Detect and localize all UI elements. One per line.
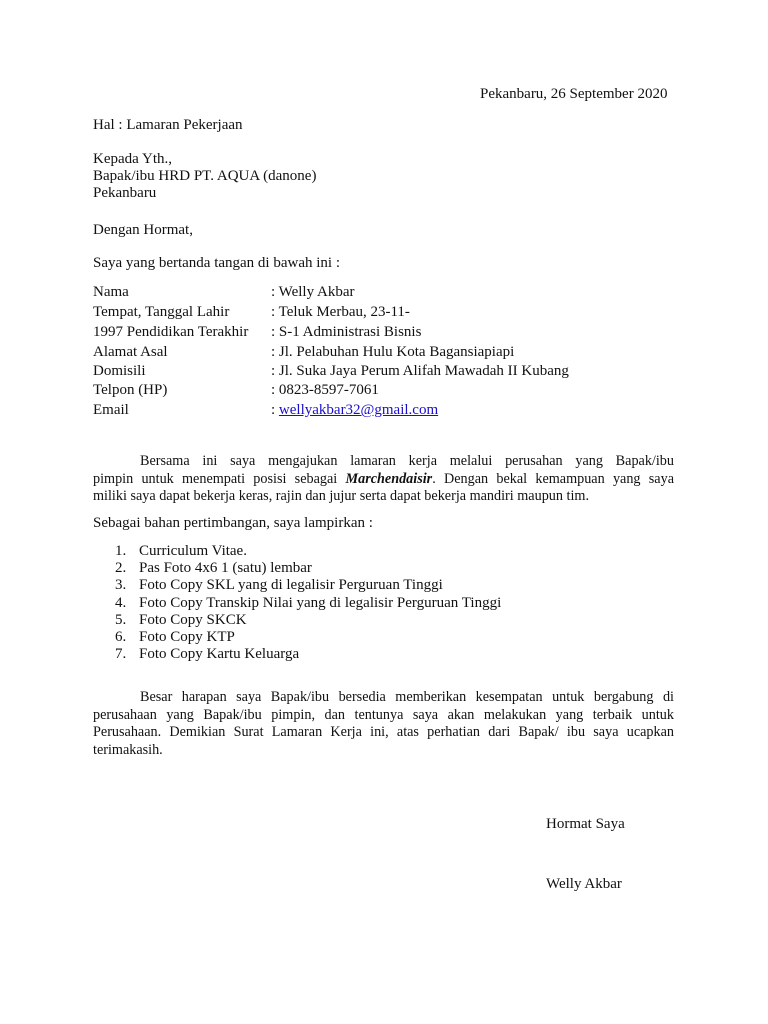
info-label: Domisili	[93, 363, 146, 379]
info-value: : S-1 Administrasi Bisnis	[271, 324, 422, 340]
list-text: Foto Copy Kartu Keluarga	[139, 646, 300, 663]
list-number: 7.	[115, 646, 127, 663]
place-date: Pekanbaru, 26 September 2020	[480, 86, 668, 102]
list-number: 5.	[115, 611, 127, 628]
paragraph-line: miliki saya dapat bekerja keras, rajin dan jujur serta dapat bekerja mandiri maupun tim.	[93, 488, 589, 504]
paragraph-line: Perusahaan. Demikian Surat Lamaran Kerja ini, atas perhatian dari Bapak/ ibu saya ucapkan	[93, 724, 674, 740]
info-label: Nama	[93, 284, 129, 300]
info-value: : 0823-8597-7061	[271, 382, 379, 398]
list-text: Foto Copy Transkip Nilai yang di legalisir Perguruan Tinggi	[139, 594, 502, 611]
list-number: 1.	[115, 543, 127, 559]
recipient-block	[93, 151, 316, 202]
list-text: Curriculum Vitae.	[139, 543, 247, 559]
paragraph-text: . Dengan bekal kemampuan yang saya	[432, 470, 674, 487]
list-text: Foto Copy SKL yang di legalisir Perguruan Tinggi	[139, 577, 443, 594]
greeting: Dengan Hormat,	[93, 222, 193, 238]
paragraph-text: pimpin untuk menempati posisi sebagai	[93, 470, 346, 487]
list-number: 4.	[115, 594, 127, 611]
intro-text: Saya yang bertanda tangan di bawah ini :	[93, 255, 341, 271]
paragraph-line: Besar harapan saya Bapak/ibu bersedia memberikan kesempatan untuk bergabung di	[140, 689, 674, 705]
info-label: Email	[93, 402, 129, 418]
recipient-city: Pekanbaru	[93, 185, 157, 201]
paragraph-line: perusahaan yang Bapak/ibu pimpin, dan tentunya saya akan melakukan yang terbaik untuk	[93, 706, 674, 723]
paragraph-line: terimakasih.	[93, 741, 163, 758]
closing-salutation: Hormat Saya	[546, 816, 625, 832]
list-number: 2.	[115, 560, 127, 577]
info-label: Alamat Asal	[93, 344, 168, 360]
recipient-salutation: Kepada Yth.,	[93, 151, 172, 167]
list-text: Foto Copy SKCK	[139, 611, 247, 628]
email-link[interactable]: wellyakbar32@gmail.com	[278, 402, 439, 418]
info-value: : Jl. Pelabuhan Hulu Kota Bagansiapiapi	[271, 344, 515, 360]
info-label: Telpon (HP)	[93, 382, 168, 398]
info-value: : Teluk Merbau, 23-11-	[271, 304, 410, 320]
info-value: : Jl. Suka Jaya Perum Alifah Mawadah II Kubang	[271, 363, 569, 379]
letter-subject: Hal : Lamaran Pekerjaan	[93, 117, 243, 133]
info-value: : Welly Akbar	[271, 284, 355, 300]
list-number: 6.	[115, 628, 127, 645]
info-label: 1997 Pendidikan Terakhir	[93, 324, 249, 340]
list-text: Pas Foto 4x6 1 (satu) lembar	[139, 560, 312, 577]
paragraph-application	[93, 453, 674, 506]
recipient-name: Bapak/ibu HRD PT. AQUA (danone)	[93, 168, 317, 184]
email-prefix: :	[271, 402, 279, 418]
paragraph-line: Bersama ini saya mengajukan lamaran kerja melalui perusahan yang Bapak/ibu	[140, 453, 674, 469]
info-label: Tempat, Tanggal Lahir	[93, 304, 230, 320]
paragraph-closing	[93, 689, 674, 759]
info-value	[271, 402, 438, 419]
attachments-intro: Sebagai bahan pertimbangan, saya lampirkan :	[93, 515, 373, 531]
signer-name: Welly Akbar	[546, 876, 622, 892]
list-text: Foto Copy KTP	[139, 628, 235, 645]
paragraph-line	[93, 471, 674, 489]
position-name: Marchendaisir	[345, 470, 433, 487]
list-number: 3.	[115, 577, 127, 594]
